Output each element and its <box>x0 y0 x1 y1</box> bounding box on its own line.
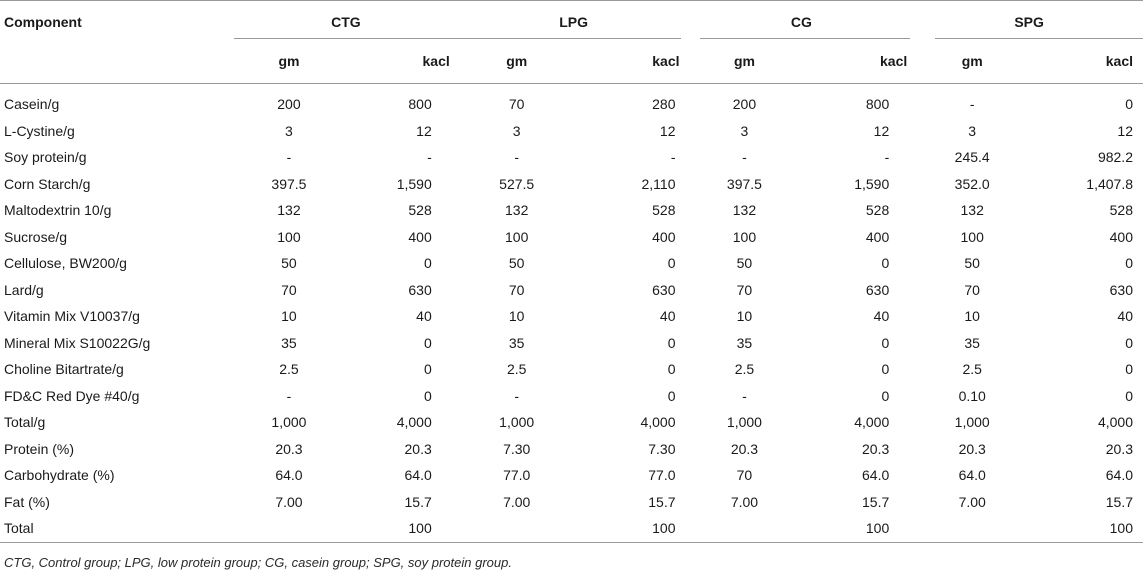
table-row <box>0 250 1143 277</box>
table-row <box>0 197 1143 224</box>
cell-gm: 7.00 <box>275 493 303 510</box>
cell-kacl: - <box>427 149 432 166</box>
table-row <box>0 462 1143 489</box>
cell-kacl: 4,000 <box>854 414 890 431</box>
cell-gm: - <box>514 149 520 166</box>
cell-gm: 2.5 <box>734 361 755 378</box>
cell-gm: 3 <box>285 122 293 139</box>
table-row <box>0 118 1143 145</box>
row-label: FD&C Red Dye #40/g <box>4 387 140 404</box>
cell-kacl: 0 <box>881 334 890 351</box>
cell-gm: 64.0 <box>958 467 986 484</box>
cell-kacl: 0 <box>667 255 676 272</box>
cell-gm: 2.5 <box>962 361 982 378</box>
cell-kacl: 982.2 <box>1097 149 1133 166</box>
cell-gm <box>460 515 574 542</box>
cell-gm: 352.0 <box>954 175 990 192</box>
row-label: L-Cystine/g <box>4 122 75 139</box>
cell-kacl: 0 <box>423 334 432 351</box>
cell-kacl: 100 <box>574 515 688 542</box>
cell-gm: 70 <box>736 281 753 298</box>
cell-gm <box>688 515 802 542</box>
cell-gm: 1,000 <box>726 414 762 431</box>
component-header: Component <box>4 13 82 30</box>
cell-gm: 50 <box>736 255 753 272</box>
cell-kacl: 15.7 <box>862 493 890 510</box>
cell-kacl: 40 <box>1117 308 1133 325</box>
cell-gm: 20.3 <box>275 440 303 457</box>
row-label: Total <box>0 515 232 542</box>
cell-kacl: 4,000 <box>396 414 432 431</box>
cell-gm: - <box>286 149 292 166</box>
cell-gm <box>915 515 1029 542</box>
cell-gm: 397.5 <box>726 175 762 192</box>
table-row <box>0 330 1143 357</box>
cell-gm: 7.00 <box>503 493 531 510</box>
cell-gm: 100 <box>505 228 529 245</box>
cell-gm: 64.0 <box>275 467 303 484</box>
cell-gm: 2.5 <box>279 361 299 378</box>
cell-gm: 2.5 <box>506 361 527 378</box>
cell-kacl: 20.3 <box>862 440 890 457</box>
cell-gm: 35 <box>281 334 297 351</box>
unit-header-kacl: kacl <box>801 39 915 84</box>
cell-kacl: 2,110 <box>641 175 676 192</box>
cell-gm: 20.3 <box>730 440 759 457</box>
row-label: Mineral Mix S10022G/g <box>4 334 151 351</box>
cell-kacl: 1,590 <box>396 175 432 192</box>
unit-header-kacl: kacl <box>574 39 688 84</box>
cell-kacl: 4,000 <box>1097 414 1133 431</box>
cell-kacl: 64.0 <box>404 467 432 484</box>
cell-kacl: 7.30 <box>648 440 676 457</box>
cell-kacl: 12 <box>1117 122 1133 139</box>
unit-header-row <box>0 39 1143 84</box>
cell-gm: 7.30 <box>503 440 531 457</box>
row-label: Cellulose, BW200/g <box>4 255 127 272</box>
cell-kacl: 1,407.8 <box>1086 175 1133 192</box>
cell-gm: - <box>286 387 292 404</box>
cell-kacl: 0 <box>1125 96 1133 113</box>
cell-kacl: 400 <box>652 228 676 245</box>
cell-gm: 100 <box>960 228 984 245</box>
cell-kacl: 100 <box>801 515 915 542</box>
cell-kacl: 15.7 <box>404 493 432 510</box>
cell-kacl: 528 <box>865 202 890 219</box>
table-row <box>0 277 1143 304</box>
cell-kacl: 15.7 <box>1105 493 1133 510</box>
cell-gm: 132 <box>277 202 301 219</box>
cell-kacl: 64.0 <box>862 467 890 484</box>
group-underline <box>234 38 460 39</box>
row-label: Fat (%) <box>4 493 50 510</box>
group-label: CG <box>790 13 812 30</box>
cell-gm: 1,000 <box>499 414 535 431</box>
cell-gm: 7.00 <box>958 493 986 510</box>
cell-kacl: 40 <box>873 308 890 325</box>
table-body <box>0 91 1143 542</box>
cell-kacl: 0 <box>667 334 676 351</box>
table-row <box>0 91 1143 118</box>
cell-kacl: 0 <box>881 255 890 272</box>
cell-kacl: 0 <box>423 361 432 378</box>
row-label: Lard/g <box>4 281 44 298</box>
group-underline <box>700 38 911 39</box>
cell-kacl: 100 <box>346 515 460 542</box>
cell-kacl: 630 <box>652 281 676 298</box>
row-label: Sucrose/g <box>4 228 68 245</box>
cell-kacl: 4,000 <box>640 414 676 431</box>
cell-gm: 70 <box>281 281 297 298</box>
group-header-lpg <box>460 4 688 39</box>
cell-gm: - <box>969 96 975 113</box>
cell-kacl: 64.0 <box>1105 467 1133 484</box>
cell-kacl: 400 <box>1109 228 1133 245</box>
table-row <box>0 515 1143 542</box>
cell-kacl: 800 <box>865 96 890 113</box>
table-row <box>0 303 1143 330</box>
cell-gm: 10 <box>964 308 980 325</box>
cell-kacl: 0 <box>667 361 676 378</box>
row-label: Total/g <box>4 414 46 431</box>
cell-gm: 3 <box>740 122 749 139</box>
cell-kacl: 100 <box>1029 515 1143 542</box>
table-row <box>0 489 1143 516</box>
cell-kacl: 400 <box>865 228 890 245</box>
group-label: LPG <box>559 13 589 30</box>
cell-gm: 20.3 <box>958 440 986 457</box>
cell-gm: 50 <box>964 255 980 272</box>
cell-gm: 70 <box>508 96 525 113</box>
group-header-ctg <box>232 4 460 39</box>
cell-kacl: 40 <box>659 308 676 325</box>
cell-kacl: 12 <box>659 122 676 139</box>
cell-kacl: 0 <box>1125 334 1133 351</box>
cell-gm: 245.4 <box>954 149 990 166</box>
table-row <box>0 356 1143 383</box>
cell-kacl: 20.3 <box>404 440 432 457</box>
cell-gm: 35 <box>736 334 753 351</box>
cell-gm: 200 <box>277 96 301 113</box>
cell-kacl: 528 <box>408 202 432 219</box>
cell-gm <box>232 515 346 542</box>
table-row <box>0 436 1143 463</box>
group-underline <box>935 38 1143 39</box>
cell-gm: - <box>742 387 747 404</box>
cell-kacl: 0 <box>667 387 676 404</box>
cell-gm: 100 <box>277 228 301 245</box>
unit-header-kacl: kacl <box>346 39 460 84</box>
cell-gm: 70 <box>508 281 525 298</box>
unit-header-gm: gm <box>460 39 574 84</box>
cell-gm: 70 <box>964 281 980 298</box>
cell-gm: 10 <box>736 308 753 325</box>
cell-gm: 527.5 <box>499 175 535 192</box>
cell-gm: 3 <box>968 122 977 139</box>
table-row <box>0 171 1143 198</box>
cell-kacl: 77.0 <box>648 467 676 484</box>
cell-gm: 35 <box>508 334 525 351</box>
unit-header-gm: gm <box>688 39 802 84</box>
cell-kacl: 280 <box>652 96 676 113</box>
cell-kacl: 40 <box>416 308 432 325</box>
cell-gm: 7.00 <box>730 493 759 510</box>
cell-gm: 70 <box>736 467 753 484</box>
group-underline <box>460 38 681 39</box>
row-label: Corn Starch/g <box>4 175 91 192</box>
cell-gm: 132 <box>505 202 529 219</box>
table-row <box>0 383 1143 410</box>
cell-kacl: 1,590 <box>854 175 890 192</box>
table-footnote: CTG, Control group; LPG, low protein group; CG, casein group; SPG, soy protein group. <box>4 555 512 570</box>
cell-kacl: 12 <box>416 122 432 139</box>
row-label: Carbohydrate (%) <box>4 467 115 484</box>
cell-kacl: 0 <box>423 255 432 272</box>
cell-gm: 77.0 <box>503 467 531 484</box>
cell-kacl: 528 <box>652 202 676 219</box>
table-row <box>0 224 1143 251</box>
cell-gm: 200 <box>732 96 757 113</box>
cell-gm: 0.10 <box>958 387 986 404</box>
cell-gm: 397.5 <box>271 175 307 192</box>
cell-gm: 10 <box>508 308 525 325</box>
cell-gm: 35 <box>964 334 980 351</box>
unit-header-kacl: kacl <box>1029 39 1143 84</box>
cell-gm: - <box>514 387 520 404</box>
cell-kacl: - <box>670 149 676 166</box>
group-label: SPG <box>1014 13 1044 30</box>
header-spacer <box>0 84 1143 92</box>
cell-gm: 1,000 <box>954 414 990 431</box>
row-label: Vitamin Mix V10037/g <box>4 308 140 325</box>
unit-header-blank <box>0 39 232 84</box>
group-label: CTG <box>331 13 361 30</box>
group-header-spg <box>915 4 1143 39</box>
cell-kacl: 630 <box>865 281 890 298</box>
row-label: Protein (%) <box>4 440 75 457</box>
table-header <box>0 1 1143 92</box>
cell-gm: 3 <box>512 122 521 139</box>
cell-gm: 50 <box>281 255 297 272</box>
cell-kacl: 800 <box>408 96 432 113</box>
cell-kacl: 12 <box>873 122 890 139</box>
group-header-row <box>0 4 1143 39</box>
cell-kacl: 630 <box>408 281 432 298</box>
row-label: Soy protein/g <box>4 149 87 166</box>
cell-kacl: 630 <box>1109 281 1133 298</box>
group-header-cg <box>688 4 916 39</box>
row-label: Casein/g <box>4 96 60 113</box>
table-row <box>0 409 1143 436</box>
cell-kacl: 0 <box>1125 361 1133 378</box>
cell-kacl: 0 <box>881 387 890 404</box>
cell-kacl: 15.7 <box>648 493 676 510</box>
cell-gm: 132 <box>960 202 984 219</box>
cell-kacl: - <box>884 149 890 166</box>
cell-gm: 10 <box>281 308 297 325</box>
cell-gm: 100 <box>732 228 757 245</box>
unit-header-gm: gm <box>915 39 1029 84</box>
cell-gm: - <box>742 149 747 166</box>
unit-header-gm: gm <box>232 39 346 84</box>
cell-gm: 1,000 <box>271 414 307 431</box>
row-label: Maltodextrin 10/g <box>4 202 112 219</box>
cell-kacl: 0 <box>881 361 890 378</box>
cell-kacl: 0 <box>1125 255 1133 272</box>
cell-gm: 132 <box>732 202 757 219</box>
table-row <box>0 144 1143 171</box>
cell-kacl: 400 <box>408 228 432 245</box>
cell-kacl: 528 <box>1109 202 1133 219</box>
cell-kacl: 20.3 <box>1105 440 1133 457</box>
cell-gm: 50 <box>508 255 525 272</box>
cell-kacl: 0 <box>423 387 432 404</box>
cell-kacl: 0 <box>1125 387 1133 404</box>
row-label: Choline Bitartrate/g <box>4 361 124 378</box>
